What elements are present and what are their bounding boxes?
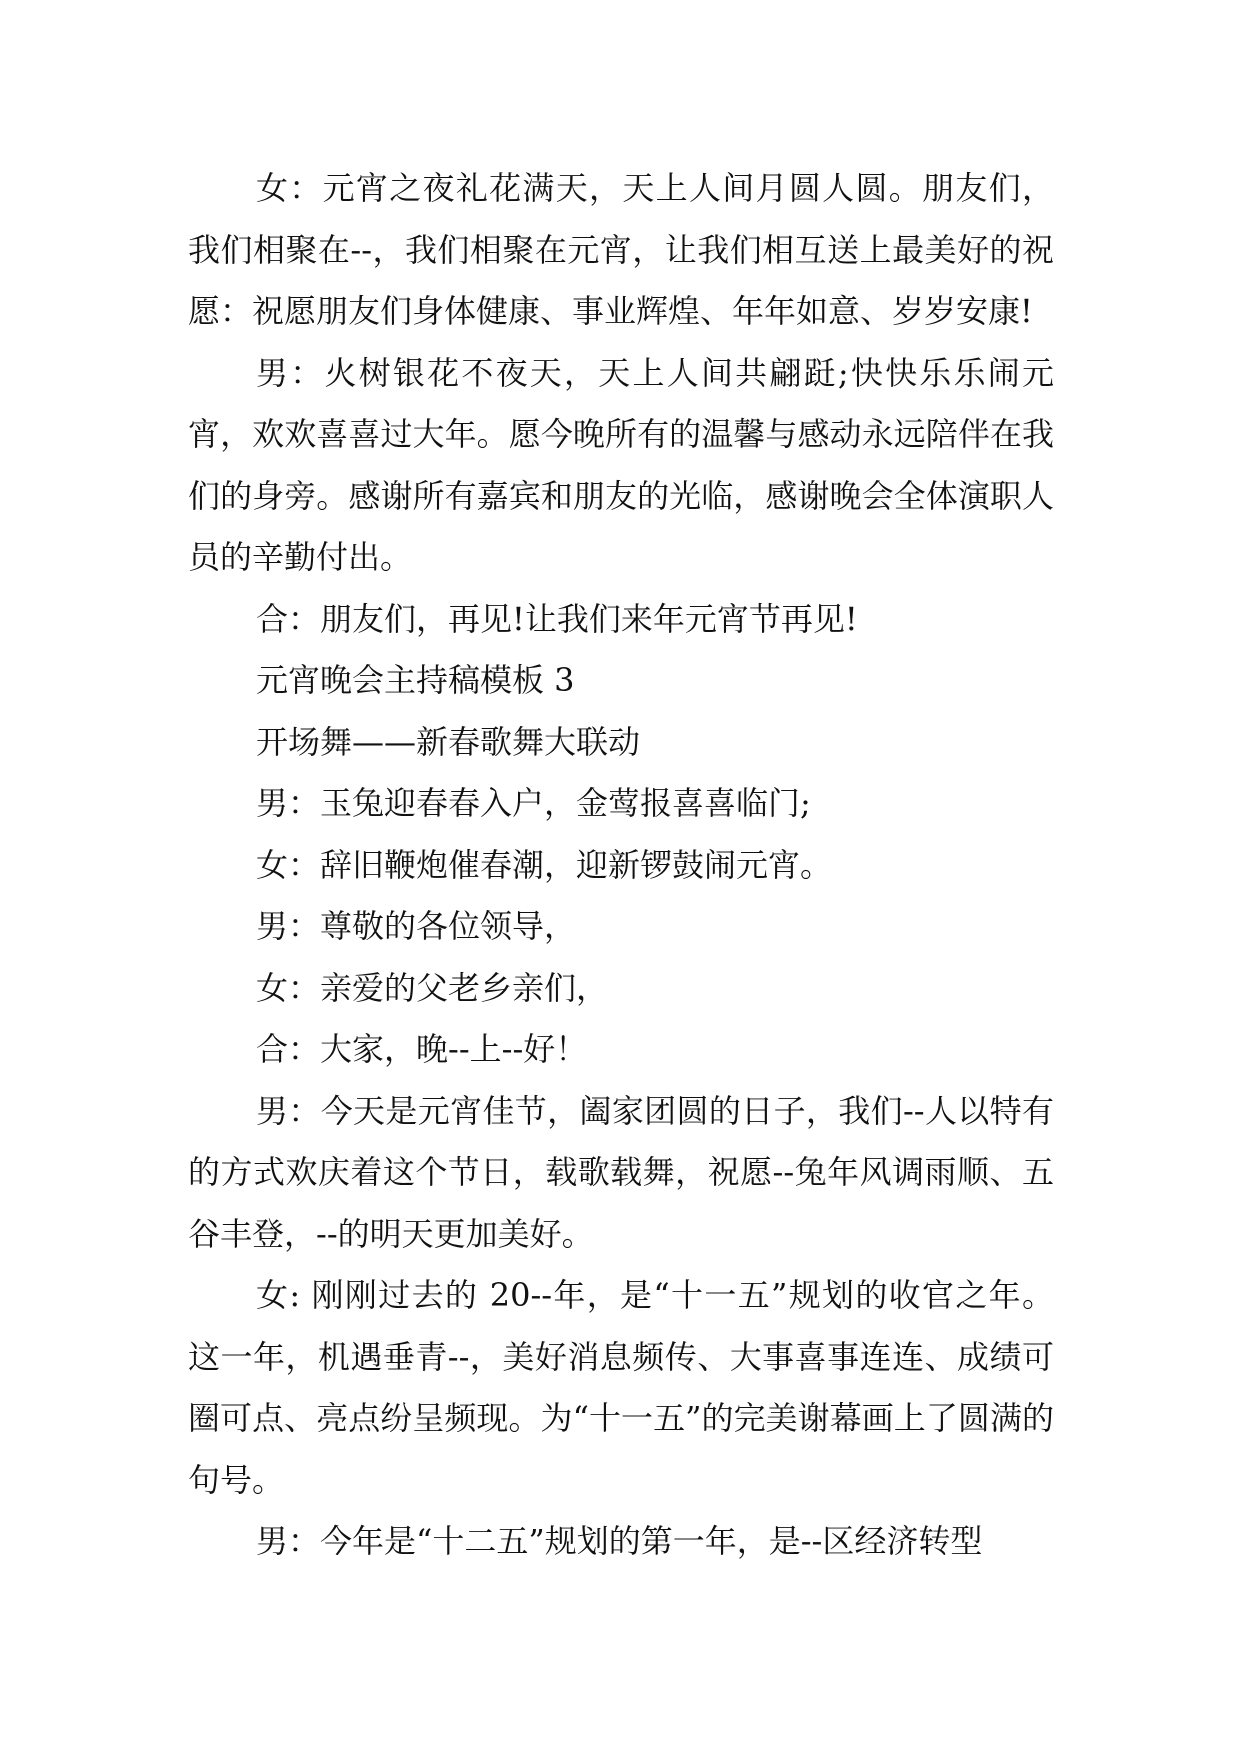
- paragraph-8: 男：尊敬的各位领导，: [256, 907, 577, 945]
- paragraph-3: 合：朋友们，再见!让我们来年元宵节再见!: [256, 599, 858, 638]
- paragraph-13: 男：今年是“十二五”规划的第一年，是--区经济转型: [256, 1522, 983, 1560]
- paragraph-12: 女: 刚刚过去的 20--年，是“十一五”规划的收官之年。这一年，机遇垂青--，美好消息频传、大事喜事连连、成绩可圈可点、亮点纷呈频现。为“十一五”的完美谢幕画上了圆满的句号。: [188, 1276, 1054, 1499]
- program-item: 开场舞——新春歌舞大联动: [256, 722, 641, 761]
- paragraph-9: 女：亲爱的父老乡亲们，: [256, 968, 609, 1007]
- paragraph-11: 男：今天是元宵佳节，阖家团圆的日子，我们--人以特有的方式欢庆着这个节日，载歌载舞，祝愿--兔年风调雨顺、五谷丰登，--的明天更加美好。: [188, 1091, 1054, 1253]
- paragraph-10: 合：大家，晚--上--好！: [256, 1030, 588, 1068]
- paragraph-7: 女：辞旧鞭炮催春潮，迎新锣鼓闹元宵。: [256, 845, 833, 884]
- paragraph-6: 男：玉兔迎春春入户，金莺报喜喜临门;: [256, 784, 811, 822]
- paragraph-2: 男：火树银花不夜天，天上人间共翩跹;快快乐乐闹元宵，欢欢喜喜过大年。愿今晚所有的温馨与感动永远陪伴在我们的身旁。感谢所有嘉宾和朋友的光临，感谢晚会全体演职人员的辛勤付出。: [188, 353, 1054, 576]
- paragraph-1: 女：元宵之夜礼花满天，天上人间月圆人圆。朋友们，我们相聚在--，我们相聚在元宵，让我们相互送上最美好的祝愿：祝愿朋友们身体健康、事业辉煌、年年如意、岁岁安康!: [188, 169, 1054, 330]
- section-title: 元宵晚会主持稿模板 3: [256, 661, 575, 699]
- document-page: [188, 158, 1054, 1573]
